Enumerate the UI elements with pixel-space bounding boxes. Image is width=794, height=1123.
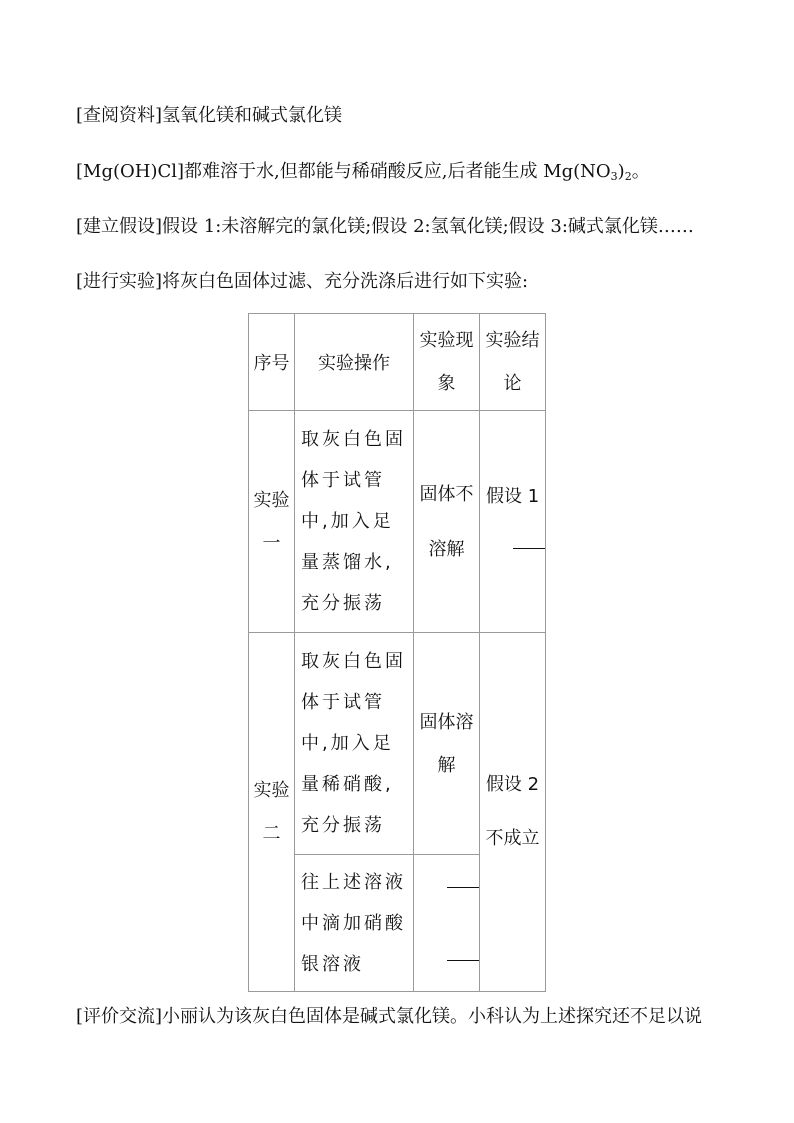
exp1-phenomenon: 固体不 溶解 xyxy=(414,411,480,633)
header-seq: 序号 xyxy=(249,314,295,411)
experiment-table xyxy=(248,313,546,992)
paragraph-solubility xyxy=(76,160,650,184)
answer-blank-2[interactable] xyxy=(447,887,479,888)
subscript-2: 2 xyxy=(624,170,632,183)
exp2-operation-b: 往上述溶液中滴加硝酸银溶液 xyxy=(295,855,414,992)
paragraph-reference: [查阅资料]氢氧化镁和碱式氯化镁 xyxy=(76,105,343,126)
exp1-seq: 实验 一 xyxy=(249,411,295,633)
exp2-phenomenon-a: 固体溶 解 xyxy=(414,633,480,855)
table-row xyxy=(249,411,546,633)
exp1-operation: 取灰白色固体于试管中,加入足量蒸馏水,充分振荡 xyxy=(295,411,414,633)
answer-blank-1[interactable] xyxy=(513,548,545,549)
header-operation: 实验操作 xyxy=(295,314,414,411)
exp1-conclusion xyxy=(480,411,546,633)
solubility-text: [Mg(OH)Cl]都难溶于水,但都能与稀硝酸反应,后者能生成 Mg(NO xyxy=(76,161,611,182)
paragraph-evaluation: [评价交流]小丽认为该灰白色固体是碱式氯化镁。小科认为上述探究还不足以说 xyxy=(76,1006,703,1027)
exp1-conclusion-text: 假设 1 xyxy=(486,486,540,507)
answer-blank-3[interactable] xyxy=(447,960,479,961)
exp2-operation-a: 取灰白色固体于试管中,加入足量稀硝酸,充分振荡 xyxy=(295,633,414,855)
solubility-paren: ) xyxy=(617,161,625,182)
table-row xyxy=(249,633,546,855)
paragraph-hypotheses: [建立假设]假设 1:未溶解完的氯化镁;假设 2:氢氧化镁;假设 3:碱式氯化镁…… xyxy=(76,216,694,237)
exp2-phenomenon-b xyxy=(414,855,480,992)
exp2-seq: 实验 二 xyxy=(249,633,295,992)
header-conclusion: 实验结 论 xyxy=(480,314,546,411)
paragraph-experiment-intro: [进行实验]将灰白色固体过滤、充分洗涤后进行如下实验: xyxy=(76,271,529,292)
table-header-row xyxy=(249,314,546,411)
header-phenomenon: 实验现 象 xyxy=(414,314,480,411)
exp2-conclusion: 假设 2 不成立 xyxy=(480,633,546,992)
subscript-3: 3 xyxy=(610,170,618,183)
solubility-end: 。 xyxy=(631,161,650,182)
